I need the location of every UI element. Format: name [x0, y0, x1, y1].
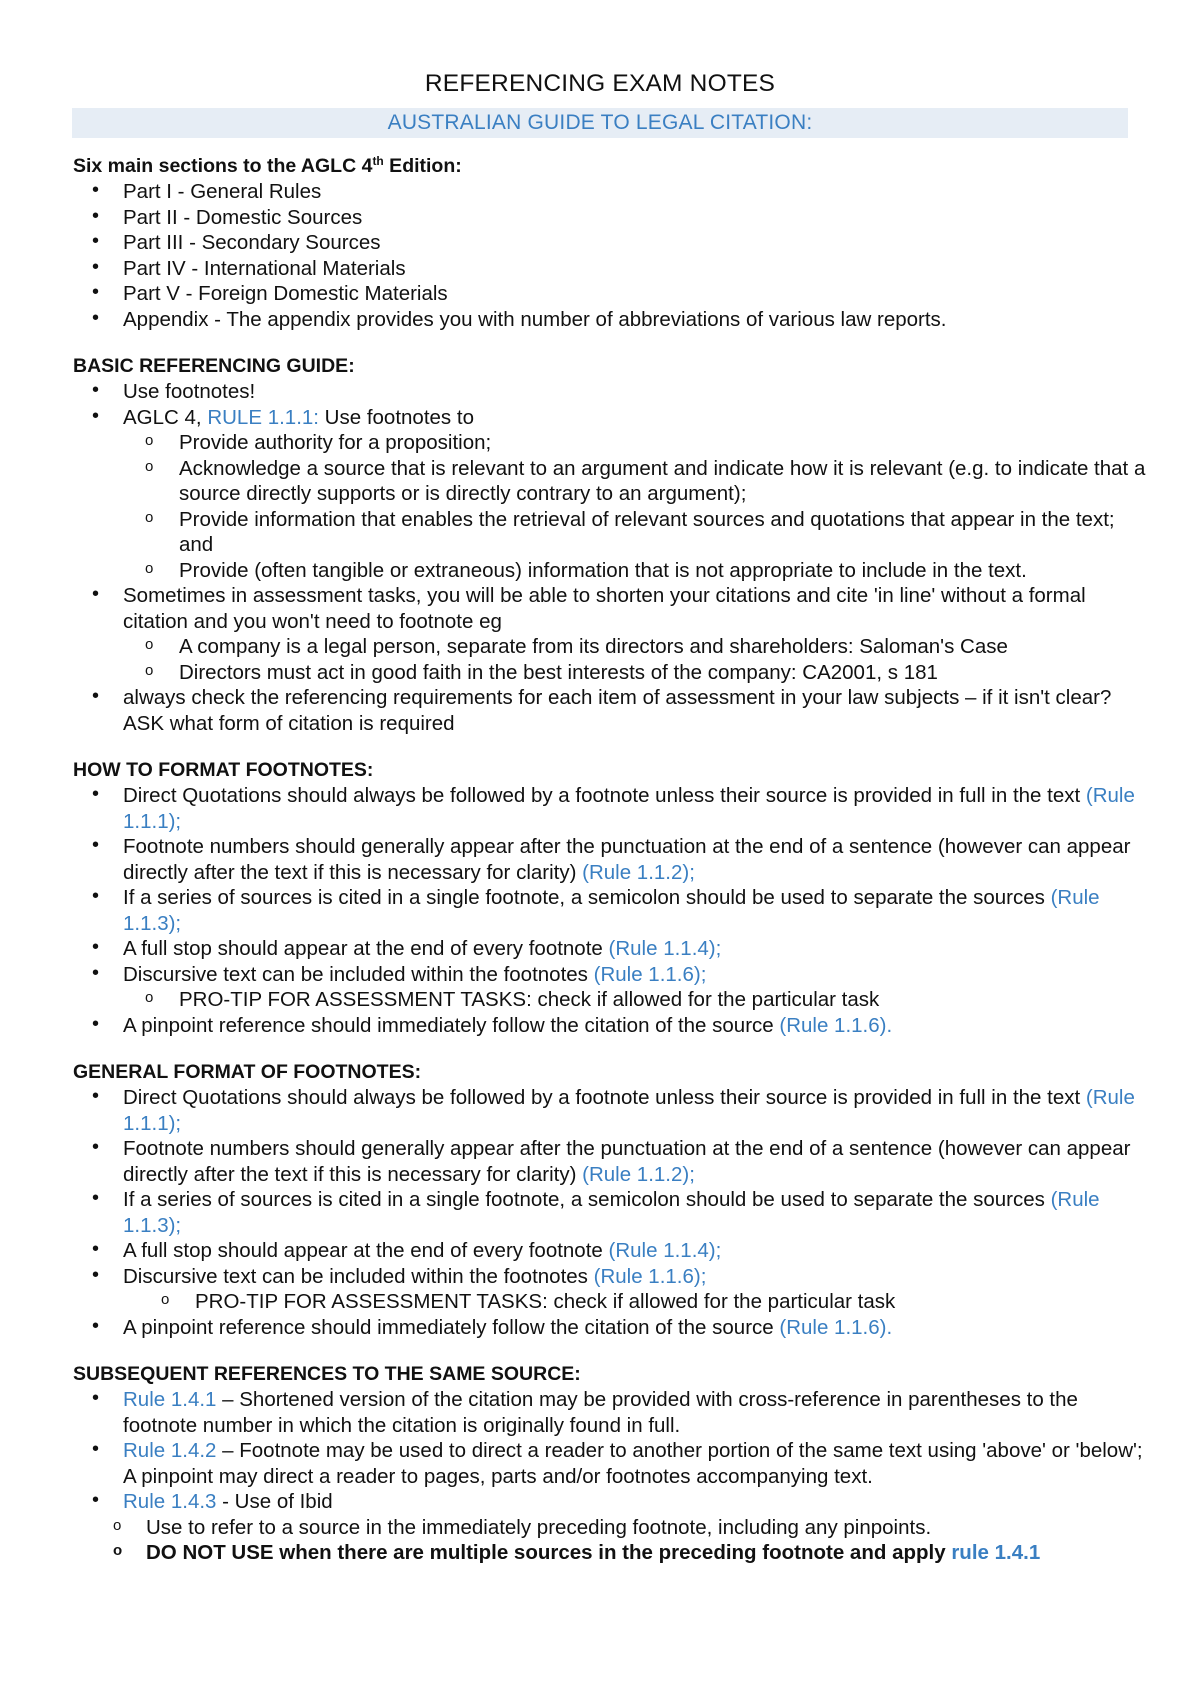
list-item	[73, 1187, 1146, 1238]
heading-superscript: th	[372, 154, 384, 168]
sub-list-item	[73, 1540, 1146, 1566]
sub-list-item: o Provide (often tangible or extraneous) information that is not appropriate to include in the text.	[73, 558, 1146, 584]
sub-list-item: o Provide information that enables the retrieval of relevant sources and quotations that appear in the text; and	[73, 507, 1146, 558]
rule-reference: (Rule 1.1.3);	[123, 886, 1100, 935]
item-text: DO NOT USE when there are multiple sources in the preceding footnote and apply	[146, 1541, 952, 1564]
list-item: • Part I - General Rules	[73, 179, 1146, 205]
item-text: – Shortened version of the citation may be provided with cross-reference in parentheses to the footnote number in which the citation is originally found in full.	[123, 1388, 1078, 1437]
section-heading-basic-referencing: BASIC REFERENCING GUIDE:	[73, 355, 355, 377]
list-item: • Part IV - International Materials	[73, 256, 1146, 282]
list-item	[73, 1438, 1146, 1489]
list-item	[73, 936, 1146, 962]
list-item	[73, 834, 1146, 885]
sub-list-item: o Use to refer to a source in the immediately preceding footnote, including any pinpoints.	[73, 1515, 1146, 1541]
list-item	[73, 1238, 1146, 1264]
list-item: • Part V - Foreign Domestic Materials	[73, 281, 1146, 307]
list-item	[73, 1315, 1146, 1341]
item-text: AGLC 4,	[123, 405, 208, 429]
list-item	[73, 885, 1146, 936]
rule-reference: (Rule 1.1.3);	[123, 1188, 1100, 1237]
rule-reference: (Rule 1.1.6).	[779, 1013, 893, 1037]
inline-citation-examples	[123, 634, 1146, 685]
rule-reference: (Rule 1.1.4);	[608, 1239, 722, 1262]
list-item	[73, 1136, 1146, 1187]
item-text: Discursive text can be included within the footnotes	[123, 1264, 594, 1288]
page-subtitle: AUSTRALIAN GUIDE TO LEGAL CITATION:	[72, 108, 1128, 138]
sub-list-item: o Directors must act in good faith in the best interests of the company: CA2001, s 181	[73, 660, 1146, 686]
item-text: Footnote numbers should generally appear after the punctuation at the end of a sentence (however can appear directly after the text if this is necessary for clarity)	[123, 835, 1131, 884]
document-body	[0, 138, 1200, 1566]
sub-list-item: o PRO-TIP FOR ASSESSMENT TASKS: check if allowed for the particular task	[73, 987, 1146, 1013]
list-item	[73, 783, 1146, 834]
item-text: A full stop should appear at the end of every footnote	[123, 1239, 609, 1262]
item-text: Use footnotes to	[318, 405, 474, 429]
section-heading-subsequent-references: SUBSEQUENT REFERENCES TO THE SAME SOURCE:	[73, 1363, 581, 1385]
rule-reference: RULE 1.1.1:	[207, 405, 319, 429]
rule-reference: (Rule 1.1.4);	[608, 937, 722, 960]
item-text: - Use of Ibid	[216, 1490, 333, 1513]
section-heading-how-to-format: HOW TO FORMAT FOOTNOTES:	[73, 759, 374, 781]
sub-list-item: o PRO-TIP FOR ASSESSMENT TASKS: check if allowed for the particular task	[73, 1289, 1146, 1315]
rule-reference: (Rule 1.1.2);	[582, 1162, 695, 1186]
rule-reference: rule 1.4.1	[951, 1541, 1041, 1564]
section-heading-aglc-sections	[73, 154, 1146, 179]
list-item	[73, 405, 1146, 584]
page-title: REFERENCING EXAM NOTES	[424, 70, 776, 97]
list-item	[73, 962, 1146, 1013]
sub-list-item: o Provide authority for a proposition;	[73, 430, 1146, 456]
list-item	[73, 1264, 1146, 1315]
rule-reference: (Rule 1.1.2);	[582, 860, 695, 884]
subsequent-references-list	[73, 1387, 1146, 1515]
rule-reference: Rule 1.4.2	[123, 1439, 217, 1462]
rule-reference: (Rule 1.1.1);	[123, 784, 1135, 833]
item-text: Sometimes in assessment tasks, you will be able to shorten your citations and cite 'in line' without a formal citation and you won't need to footnote eg	[123, 584, 1086, 633]
section-heading-general-format: GENERAL FORMAT OF FOOTNOTES:	[73, 1061, 422, 1083]
list-item: • Part III - Secondary Sources	[73, 230, 1146, 256]
rule-reference: Rule 1.4.3	[123, 1490, 217, 1513]
basic-referencing-list	[73, 379, 1146, 736]
rule-reference: (Rule 1.1.6).	[779, 1315, 893, 1339]
general-format-list	[73, 1085, 1146, 1340]
rule-reference: Rule 1.4.1	[123, 1388, 217, 1411]
item-text: A pinpoint reference should immediately follow the citation of the source	[123, 1013, 780, 1037]
list-item	[73, 1387, 1146, 1438]
list-item: • Use footnotes!	[73, 379, 1146, 405]
rule-reference: (Rule 1.1.6);	[593, 1264, 707, 1288]
list-item: • always check the referencing requirements for each item of assessment in your law subjects – if it isn't clear? ASK what form of citation is required	[73, 685, 1146, 736]
item-text: – Footnote may be used to direct a reader to another portion of the same text using 'above' or 'below'; A pinpoint may direct a reader to pages, parts and/or footnotes accompanying text.	[123, 1439, 1143, 1488]
ibid-usage-list	[73, 1515, 1146, 1566]
list-item	[73, 1489, 1146, 1515]
how-to-format-list	[73, 783, 1146, 1038]
heading-text: Six main sections to the AGLC 4	[73, 155, 373, 177]
heading-text-end: Edition:	[383, 155, 462, 177]
sub-list-item: o A company is a legal person, separate from its directors and shareholders: Saloman's Case	[73, 634, 1146, 660]
list-item	[73, 1013, 1146, 1039]
rule-reference: (Rule 1.1.1);	[123, 1086, 1135, 1135]
list-item	[73, 583, 1146, 685]
item-text: Footnote numbers should generally appear after the punctuation at the end of a sentence (however can appear directly after the text if this is necessary for clarity)	[123, 1137, 1131, 1186]
rule-reference: (Rule 1.1.6);	[593, 962, 707, 986]
list-item: • Part II - Domestic Sources	[73, 205, 1146, 231]
aglc-sections-list	[73, 179, 1146, 332]
item-text: Direct Quotations should always be followed by a footnote unless their source is provided in full in the text	[123, 1086, 1086, 1109]
item-text: A full stop should appear at the end of every footnote	[123, 937, 609, 960]
sub-list-item: o Acknowledge a source that is relevant to an argument and indicate how it is relevant (e.g. to indicate that a source directly supports or is directly contrary to an argument);	[73, 456, 1146, 507]
list-item	[73, 1085, 1146, 1136]
footnote-purposes-list	[123, 430, 1146, 583]
item-text: A pinpoint reference should immediately follow the citation of the source	[123, 1315, 780, 1339]
item-text: If a series of sources is cited in a single footnote, a semicolon should be used to separate the sources	[123, 1188, 1051, 1211]
pro-tip-list	[123, 987, 1146, 1013]
pro-tip-list	[123, 1289, 1146, 1315]
item-text: Direct Quotations should always be followed by a footnote unless their source is provided in full in the text	[123, 784, 1086, 807]
item-text: If a series of sources is cited in a single footnote, a semicolon should be used to separate the sources	[123, 886, 1051, 909]
item-text: Discursive text can be included within the footnotes	[123, 962, 594, 986]
list-item: • Appendix - The appendix provides you with number of abbreviations of various law reports.	[73, 307, 1146, 333]
